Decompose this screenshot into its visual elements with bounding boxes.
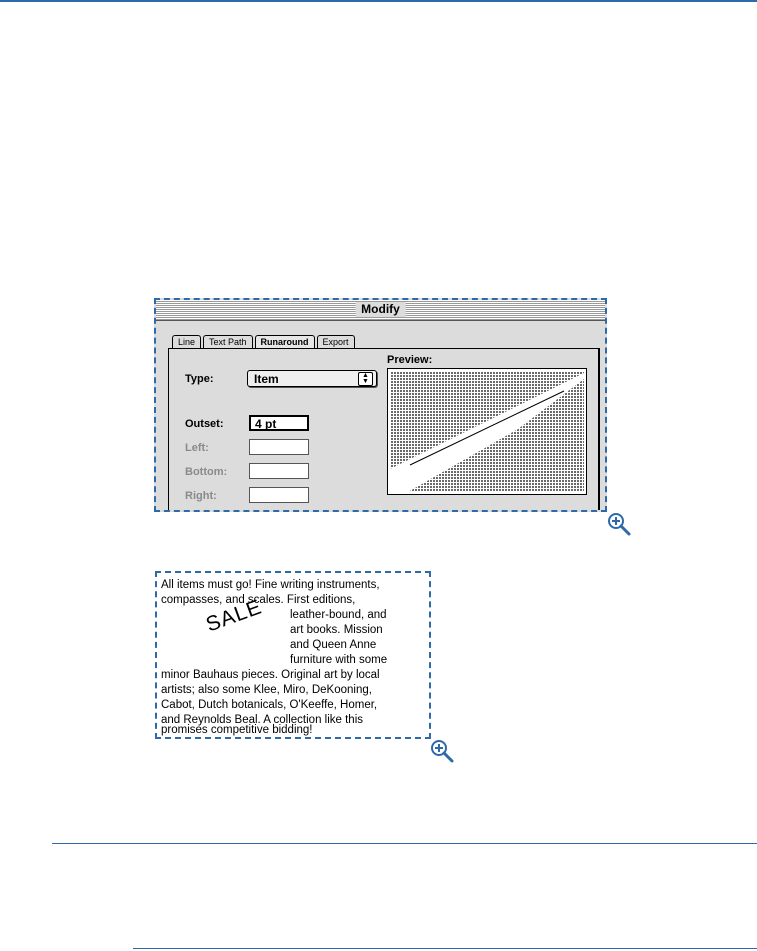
dialog-titlebar[interactable] [156, 300, 605, 321]
sale-line: art books. Mission [290, 624, 383, 636]
type-popup-value: Item [254, 372, 279, 386]
sale-line: All items must go! Fine writing instruments, [161, 579, 380, 591]
section-divider [52, 843, 757, 844]
outset-field[interactable] [249, 415, 309, 431]
preview-label: Preview: [387, 354, 433, 366]
bottom-label: Bottom: [185, 466, 228, 478]
right-field[interactable] [249, 487, 309, 503]
dialog-title: Modify [355, 302, 406, 317]
type-label: Type: [185, 373, 214, 385]
tab-bar [172, 335, 357, 349]
sale-line: furniture with some [290, 654, 388, 666]
sale-text-box [155, 571, 431, 739]
sale-line: and Reynolds Beal. A collection like this [161, 714, 364, 726]
right-label: Right: [185, 490, 217, 502]
tab-line[interactable]: Line [172, 335, 201, 349]
top-divider [0, 0, 757, 2]
left-field[interactable] [249, 439, 309, 455]
preview-area [387, 368, 587, 495]
sale-line: and Queen Anne [290, 639, 377, 651]
tab-runaround[interactable]: Runaround [255, 335, 315, 349]
tab-text-path[interactable]: Text Path [203, 335, 253, 349]
footer-divider [133, 948, 757, 949]
preview-graphic [388, 369, 586, 494]
modify-dialog [154, 298, 607, 512]
zoom-in-icon[interactable] [605, 510, 633, 538]
sale-line: minor Bauhaus pieces. Original art by local [161, 669, 380, 681]
left-label: Left: [185, 442, 209, 454]
sale-graphic-text: SALE [203, 595, 266, 637]
bottom-field[interactable] [249, 463, 309, 479]
sale-line: compasses, and scales. First editions, [161, 594, 356, 606]
sale-line: promises competitive bidding! [161, 724, 313, 736]
type-popup[interactable] [247, 370, 377, 387]
sale-line: Cabot, Dutch botanicals, O'Keeffe, Homer, [161, 699, 378, 711]
zoom-in-icon[interactable] [428, 737, 456, 765]
sale-line: artists; also some Klee, Miro, DeKooning, [161, 684, 372, 696]
outset-label: Outset: [185, 418, 224, 430]
outset-value: 4 pt [255, 417, 277, 431]
tab-export[interactable]: Export [317, 335, 355, 349]
sale-line: leather-bound, and [290, 609, 387, 621]
popup-arrows-icon: ▲ ▼ [358, 372, 373, 386]
